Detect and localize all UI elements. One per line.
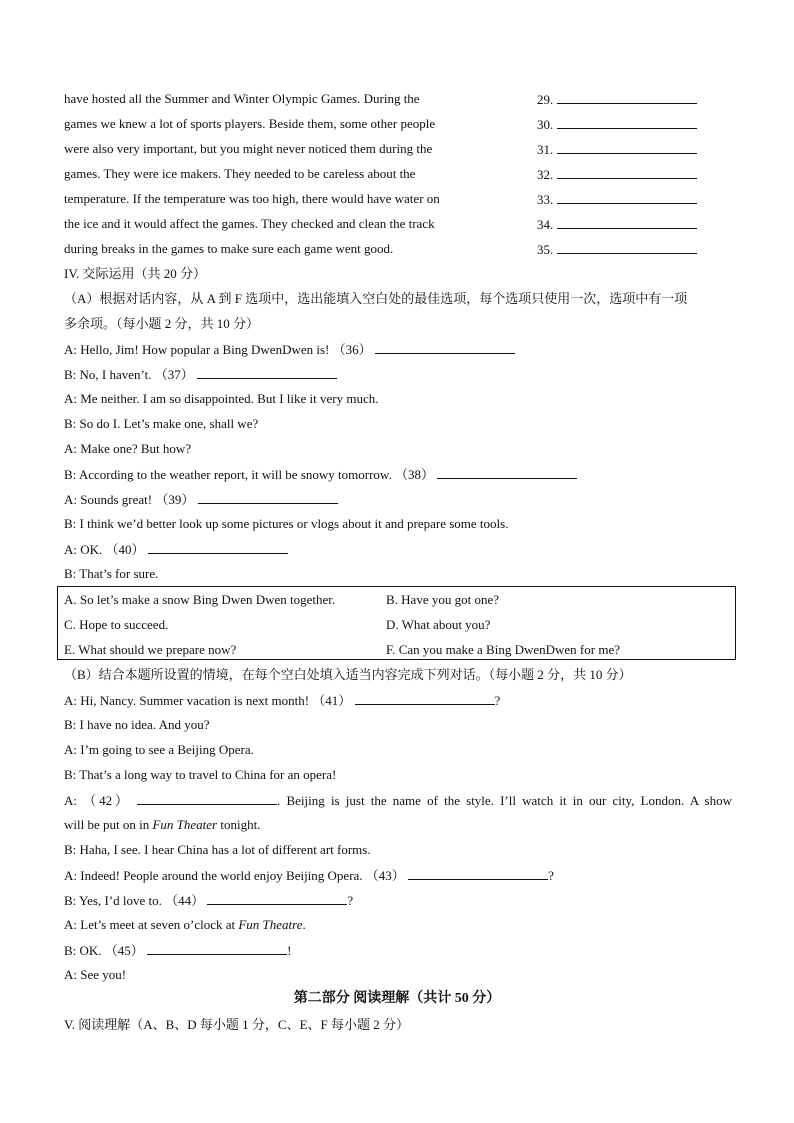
- item-number: 30.: [537, 117, 554, 132]
- section-title: IV. 交际运用（共 20 分）: [64, 266, 207, 281]
- dialog-text: A: OK. （40）: [64, 542, 145, 557]
- dialog-text: A: Hello, Jim! How popular a Bing DwenDwen is! （36）: [64, 342, 372, 357]
- answer-item-34: [537, 216, 697, 233]
- dialog-line: B: I have no idea. And you?: [64, 717, 210, 732]
- answer-item-29: [537, 91, 697, 108]
- answer-item-33: [537, 191, 697, 208]
- dialog-line: [64, 817, 260, 833]
- answer-blank[interactable]: [355, 692, 495, 705]
- passage-line: games we knew a lot of sports players. Beside them, some other people: [64, 116, 436, 131]
- option-d: D. What about you?: [386, 617, 491, 632]
- answer-blank[interactable]: [557, 91, 697, 104]
- dialog-line: [64, 366, 337, 383]
- item-number: 33.: [537, 192, 554, 207]
- item-number: 34.: [537, 217, 554, 232]
- answer-blank[interactable]: [557, 141, 697, 154]
- dialog-line: B: So do I. Let’s make one, shall we?: [64, 416, 259, 431]
- item-number: 32.: [537, 167, 554, 182]
- option-b: B. Have you got one?: [386, 592, 500, 607]
- options-box: [57, 586, 736, 660]
- dialog-text: ?: [347, 893, 354, 908]
- dialog-line: B: That’s for sure.: [64, 566, 159, 581]
- dialog-line: [64, 942, 291, 959]
- option-e: E. What should we prepare now?: [64, 642, 237, 657]
- passage-line: temperature. If the temperature was too high, there would have water on: [64, 191, 440, 206]
- dialog-line: A: Make one? But how?: [64, 441, 192, 456]
- dialog-text: will be put on in: [64, 817, 153, 832]
- dialog-line: [64, 491, 338, 508]
- dialog-text: A: （42）: [64, 793, 131, 808]
- answer-blank[interactable]: [137, 792, 277, 805]
- option-c: C. Hope to succeed.: [64, 617, 169, 632]
- dialog-line: [64, 917, 306, 933]
- dialog-text: B: According to the weather report, it will be snowy tomorrow. （38）: [64, 467, 434, 482]
- dialog-line: B: Haha, I see. I hear China has a lot of different art forms.: [64, 842, 371, 857]
- dialog-text: A: Sounds great! （39）: [64, 492, 195, 507]
- dialog-text: . Beijing is just the name of the style. I’ll watch it in our city, London. A show: [277, 793, 732, 808]
- option-f: F. Can you make a Bing DwenDwen for me?: [386, 642, 620, 657]
- dialog-line: [64, 792, 732, 809]
- dialog-line: A: Me neither. I am so disappointed. But I like it very much.: [64, 391, 379, 406]
- venue-name: Fun Theatre: [238, 917, 303, 932]
- dialog-line: [64, 466, 577, 483]
- dialog-line: A: See you!: [64, 967, 127, 982]
- item-number: 35.: [537, 242, 554, 257]
- passage-line: were also very important, but you might never noticed them during the: [64, 141, 433, 156]
- answer-blank[interactable]: [557, 116, 697, 129]
- answer-blank[interactable]: [207, 892, 347, 905]
- answer-blank[interactable]: [437, 466, 577, 479]
- dialog-text: B: No, I haven’t. （37）: [64, 367, 194, 382]
- answer-item-32: [537, 166, 697, 183]
- answer-blank[interactable]: [147, 942, 287, 955]
- answer-blank[interactable]: [198, 491, 338, 504]
- answer-blank[interactable]: [375, 341, 515, 354]
- dialog-line: [64, 867, 554, 884]
- answer-blank[interactable]: [408, 867, 548, 880]
- dialog-text: ?: [494, 693, 501, 708]
- dialog-text: B: OK. （45）: [64, 943, 144, 958]
- instruction: （A）根据对话内容，从 A 到 F 选项中，选出能填入空白处的最佳选项，每个选项只使用一次，选项中有一项: [64, 291, 688, 306]
- dialog-line: B: That’s a long way to travel to China for an opera!: [64, 767, 337, 782]
- dialog-line: [64, 692, 500, 709]
- passage-line: the ice and it would affect the games. They checked and clean the track: [64, 216, 435, 231]
- answer-blank[interactable]: [557, 166, 697, 179]
- dialog-text: tonight.: [217, 817, 261, 832]
- answer-blank[interactable]: [148, 541, 288, 554]
- dialog-text: ?: [548, 868, 554, 883]
- dialog-text: .: [302, 917, 306, 932]
- dialog-text: A: Hi, Nancy. Summer vacation is next month! （41）: [64, 693, 352, 708]
- passage-line: have hosted all the Summer and Winter Olympic Games. During the: [64, 91, 420, 106]
- dialog-line: A: I’m going to see a Beijing Opera.: [64, 742, 254, 757]
- dialog-line: [64, 341, 515, 358]
- venue-name: Fun Theater: [152, 817, 218, 832]
- dialog-line: [64, 892, 353, 909]
- answer-blank[interactable]: [557, 241, 697, 254]
- answer-item-30: [537, 116, 697, 133]
- answer-blank[interactable]: [557, 191, 697, 204]
- dialog-text: A: Indeed! People around the world enjoy Beijing Opera. （43）: [64, 868, 405, 883]
- dialog-text: !: [287, 943, 292, 958]
- dialog-text: A: Let’s meet at seven o’clock at: [64, 917, 239, 932]
- answer-item-35: [537, 241, 697, 258]
- passage-line: games. They were ice makers. They needed to be careless about the: [64, 166, 416, 181]
- dialog-text: B: Yes, I’d love to. （44）: [64, 893, 205, 908]
- answer-blank[interactable]: [197, 366, 337, 379]
- item-number: 29.: [537, 92, 554, 107]
- section-title: V. 阅读理解（A、B、D 每小题 1 分，C、E、F 每小题 2 分）: [64, 1017, 410, 1032]
- instruction: （B）结合本题所设置的情境，在每个空白处填入适当内容完成下列对话。（每小题 2 分，共 10 分）: [64, 667, 632, 682]
- instruction: 多余项。（每小题 2 分，共 10 分）: [64, 316, 260, 331]
- answer-blank[interactable]: [557, 216, 697, 229]
- part-heading: 第二部分 阅读理解（共计 50 分）: [293, 991, 501, 1006]
- dialog-line: B: I think we’d better look up some pictures or vlogs about it and prepare some tools.: [64, 516, 509, 531]
- answer-item-31: [537, 141, 697, 158]
- item-number: 31.: [537, 142, 554, 157]
- passage-line: during breaks in the games to make sure each game went good.: [64, 241, 394, 256]
- option-a: A. So let’s make a snow Bing Dwen Dwen together.: [64, 592, 336, 607]
- dialog-line: [64, 541, 288, 558]
